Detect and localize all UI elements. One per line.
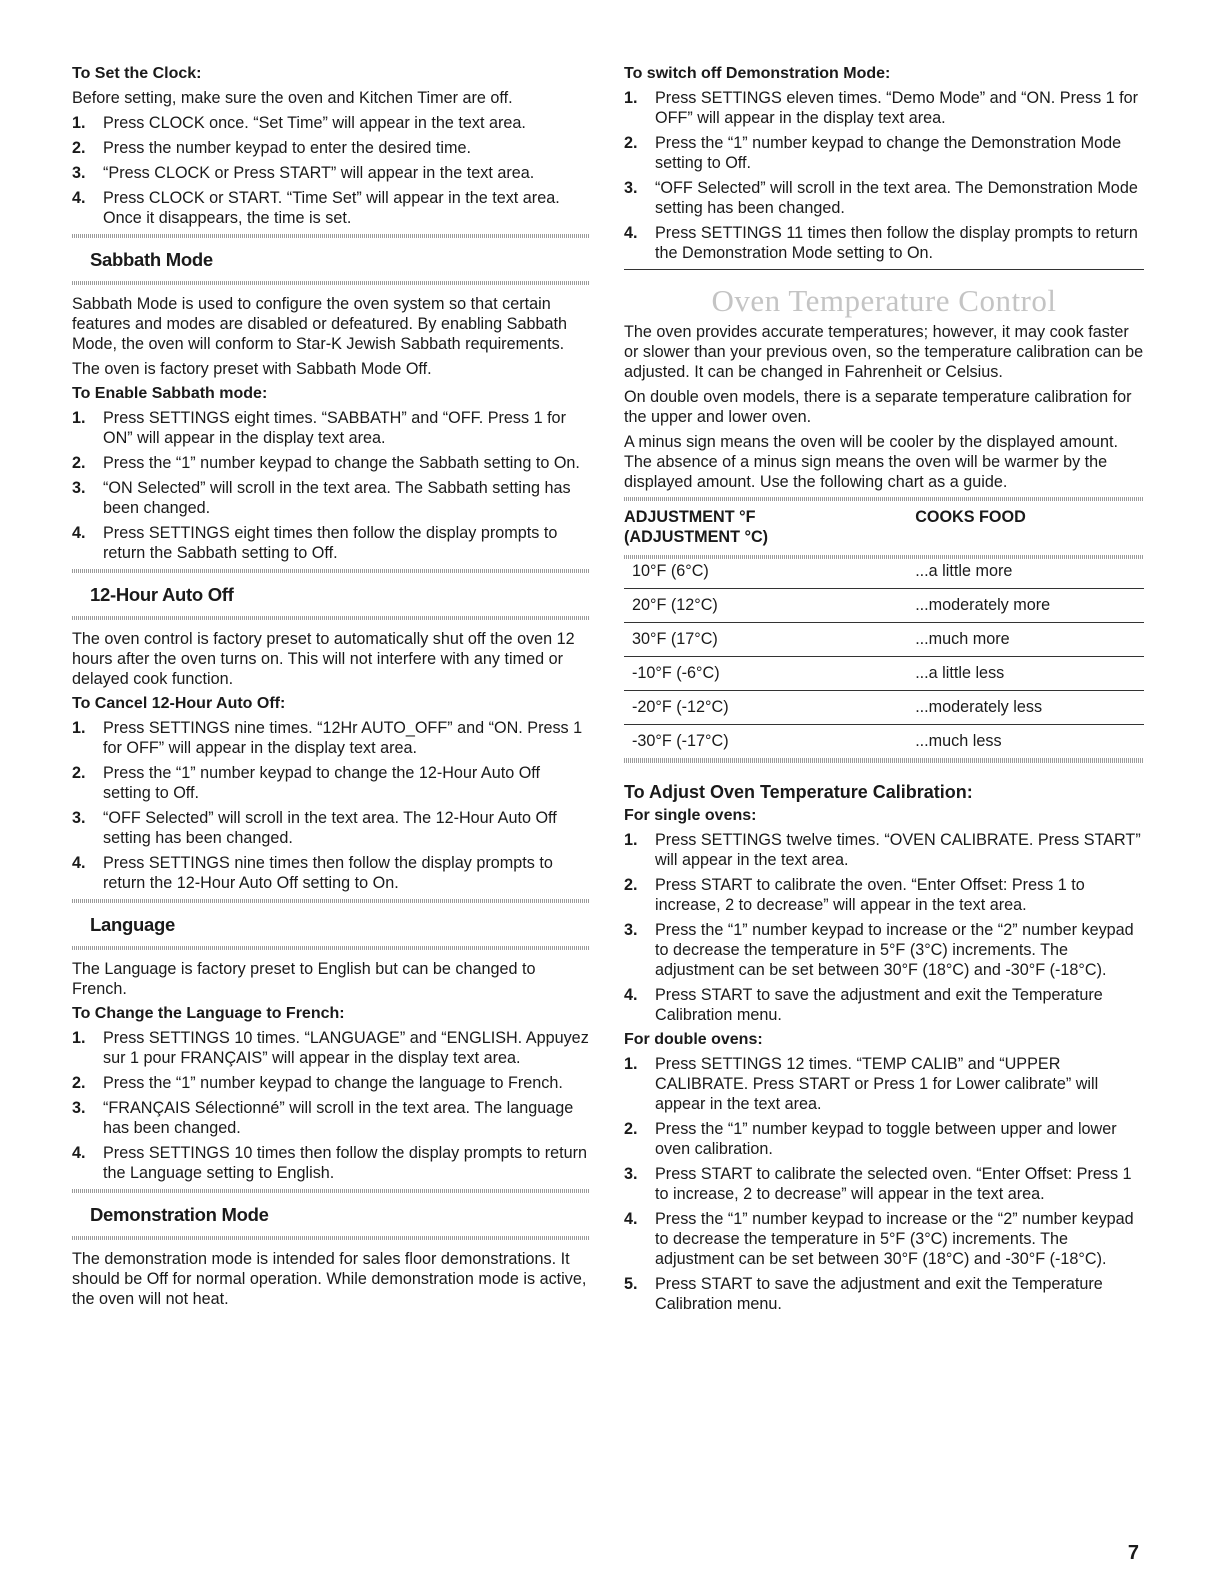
table-cell: ...much more [915, 623, 1144, 657]
subheading: To switch off Demonstration Mode: [624, 65, 891, 82]
right-column [624, 64, 1144, 1319]
list-item: 1. Press CLOCK once. “Set Time” will appear in the text area. [72, 114, 526, 132]
table-row [624, 691, 1144, 725]
list-item: 1. Press SETTINGS 12 times. “TEMP CALIB” and “UPPER CALIBRATE. Press START or Press 1 for Lower calibrate” will appear in the text area. [624, 1055, 1099, 1113]
table-cell: ...much less [915, 732, 1002, 750]
paragraph: The oven control is factory preset to automatically shut off the oven 12 hours after the oven turns on. This will not interfere with any timed or delayed cook function. [72, 630, 575, 688]
sabbath-section-header [72, 234, 590, 285]
list-item: 3. “Press CLOCK or Press START” will appear in the text area. [72, 164, 535, 182]
adjustment-table-wrap [624, 497, 1144, 763]
list-item: 5. Press START to save the adjustment and exit the Temperature Calibration menu. [624, 1275, 1103, 1313]
list-item: 4. Press START to save the adjustment and exit the Temperature Calibration menu. [624, 986, 1103, 1024]
table-row [624, 725, 1144, 759]
list-item: 1. Press SETTINGS 10 times. “LANGUAGE” and “ENGLISH. Appuyez sur 1 pour FRANÇAIS” will appear in the display text area. [72, 1029, 589, 1067]
table-row [624, 657, 1144, 691]
list-item: 1. Press SETTINGS eight times. “SABBATH” and “OFF. Press 1 for ON” will appear in the display text area. [72, 409, 566, 447]
column-header: COOKS FOOD [915, 508, 1026, 526]
table-cell: 20°F (12°C) [624, 589, 915, 623]
adjust-calibration-heading: To Adjust Oven Temperature Calibration: [624, 782, 973, 802]
list-item: 3. “ON Selected” will scroll in the text area. The Sabbath setting has been changed. [72, 479, 571, 517]
paragraph: The Language is factory preset to English but can be changed to French. [72, 960, 536, 998]
autooff-steps [72, 718, 590, 893]
subheading: For single ovens: [624, 807, 757, 824]
section-title: Demonstration Mode [90, 1204, 269, 1225]
double-oven-steps [624, 1054, 1144, 1314]
paragraph: A minus sign means the oven will be cooler by the displayed amount. The absence of a minus sign means the oven will be warmer by the displayed amount. Use the following chart as a guide. [624, 433, 1118, 491]
list-item: 2. Press START to calibrate the oven. “Enter Offset: Press 1 to increase, 2 to decrease” will appear in the text area. [624, 876, 1085, 914]
paragraph: The demonstration mode is intended for sales floor demonstrations. It should be Off for normal operation. While demonstration mode is active, the oven will not heat. [72, 1250, 587, 1308]
table-cell: ...moderately more [915, 589, 1144, 623]
list-item: 3. Press the “1” number keypad to increase or the “2” number keypad to decrease the temperature in 5°F (3°C) increments. The adjustment can be set between 30°F (18°C) and -30°F (-18°C). [624, 921, 1134, 979]
section-title: Language [90, 914, 175, 935]
table-cell: ...moderately less [915, 691, 1144, 725]
table-cell: ...a little less [915, 657, 1144, 691]
list-item: 3. “FRANÇAIS Sélectionné” will scroll in the text area. The language has been changed. [72, 1099, 574, 1137]
paragraph: The oven is factory preset with Sabbath Mode Off. [72, 360, 432, 378]
paragraph: The oven provides accurate temperatures; however, it may cook faster or slower than your previous oven, so the temperature calibration can be adjusted. It can be changed in Fahrenheit or Celsius. [624, 323, 1144, 381]
list-item: 2. Press the “1” number keypad to change the 12-Hour Auto Off setting to Off. [72, 764, 541, 802]
list-item: 4. Press CLOCK or START. “Time Set” will appear in the text area. Once it disappears, the time is set. [72, 189, 560, 227]
left-column [72, 64, 590, 1314]
page-number: 7 [1127, 1542, 1139, 1564]
list-item: 4. Press SETTINGS nine times then follow the display prompts to return the 12-Hour Auto Off setting to On. [72, 854, 553, 892]
subheading: To Enable Sabbath mode: [72, 385, 268, 402]
oven-temperature-title: Oven Temperature Control [711, 283, 1057, 318]
list-item: 2. Press the number keypad to enter the desired time. [72, 139, 472, 157]
table-bottom-border [624, 758, 1144, 763]
list-item: 2. Press the “1” number keypad to toggle between upper and lower oven calibration. [624, 1120, 1117, 1158]
list-item: 3. “OFF Selected” will scroll in the text area. The Demonstration Mode setting has been changed. [624, 179, 1138, 217]
autooff-section-header [72, 569, 590, 620]
list-item: 2. Press the “1” number keypad to change the language to French. [72, 1074, 563, 1092]
table-row [624, 555, 1144, 589]
section-title: 12-Hour Auto Off [90, 584, 234, 605]
table-cell: ...a little more [915, 555, 1144, 589]
table-row [624, 589, 1144, 623]
table-header-row [624, 497, 1144, 555]
single-oven-steps [624, 830, 1144, 1025]
language-steps [72, 1028, 590, 1183]
list-item: 3. “OFF Selected” will scroll in the text area. The 12-Hour Auto Off setting has been changed. [72, 809, 557, 847]
paragraph: On double oven models, there is a separate temperature calibration for the upper and lower oven. [624, 388, 1132, 426]
subheading: To Cancel 12-Hour Auto Off: [72, 695, 286, 712]
column-header: ADJUSTMENT °F (ADJUSTMENT °C) [624, 508, 769, 546]
sabbath-steps [72, 408, 590, 563]
clock-intro: Before setting, make sure the oven and Kitchen Timer are off. [72, 89, 513, 107]
list-item: 4. Press SETTINGS eight times then follow the display prompts to return the Sabbath setting to Off. [72, 524, 558, 562]
clock-steps [72, 113, 590, 228]
clock-heading: To Set the Clock: [72, 65, 202, 82]
table-cell: 10°F (6°C) [624, 555, 915, 589]
subheading: To Change the Language to French: [72, 1005, 345, 1022]
table-row [624, 623, 1144, 657]
list-item: 4. Press the “1” number keypad to increase or the “2” number keypad to decrease the temperature in 5°F (3°C) increments. The adjustment can be set between 30°F (18°C) and -30°F (-18°C). [624, 1210, 1134, 1268]
demo-section-header [72, 1189, 590, 1240]
list-item: 2. Press the “1” number keypad to change the Demonstration Mode setting to Off. [624, 134, 1122, 172]
subheading: For double ovens: [624, 1031, 763, 1048]
list-item: 1. Press SETTINGS twelve times. “OVEN CALIBRATE. Press START” will appear in the text area. [624, 831, 1141, 869]
divider [624, 269, 1144, 270]
list-item: 4. Press SETTINGS 11 times then follow the display prompts to return the Demonstration Mode setting to On. [624, 224, 1138, 262]
table-cell: -20°F (-12°C) [624, 691, 915, 725]
list-item: 1. Press SETTINGS eleven times. “Demo Mode” and “ON. Press 1 for OFF” will appear in the display text area. [624, 89, 1139, 127]
table-cell: -30°F (-17°C) [632, 732, 729, 750]
table-cell: -10°F (-6°C) [624, 657, 915, 691]
section-title: Sabbath Mode [90, 249, 213, 270]
table-cell: 30°F (17°C) [624, 623, 915, 657]
list-item: 1. Press SETTINGS nine times. “12Hr AUTO_OFF” and “ON. Press 1 for OFF” will appear in the display text area. [72, 719, 583, 757]
list-item: 3. Press START to calibrate the selected oven. “Enter Offset: Press 1 to increase, 2 to decrease” will appear in the text area. [624, 1165, 1132, 1203]
language-section-header [72, 899, 590, 950]
list-item: 2. Press the “1” number keypad to change the Sabbath setting to On. [72, 454, 580, 472]
paragraph: Sabbath Mode is used to configure the oven system so that certain features and modes are disabled or defeatured. By enabling Sabbath Mode, the oven will conform to Star-K Jewish Sabbath requirements. [72, 295, 567, 353]
adjustment-table [624, 497, 1144, 758]
list-item: 4. Press SETTINGS 10 times then follow the display prompts to return the Language setting to English. [72, 1144, 588, 1182]
demo-steps [624, 88, 1144, 263]
